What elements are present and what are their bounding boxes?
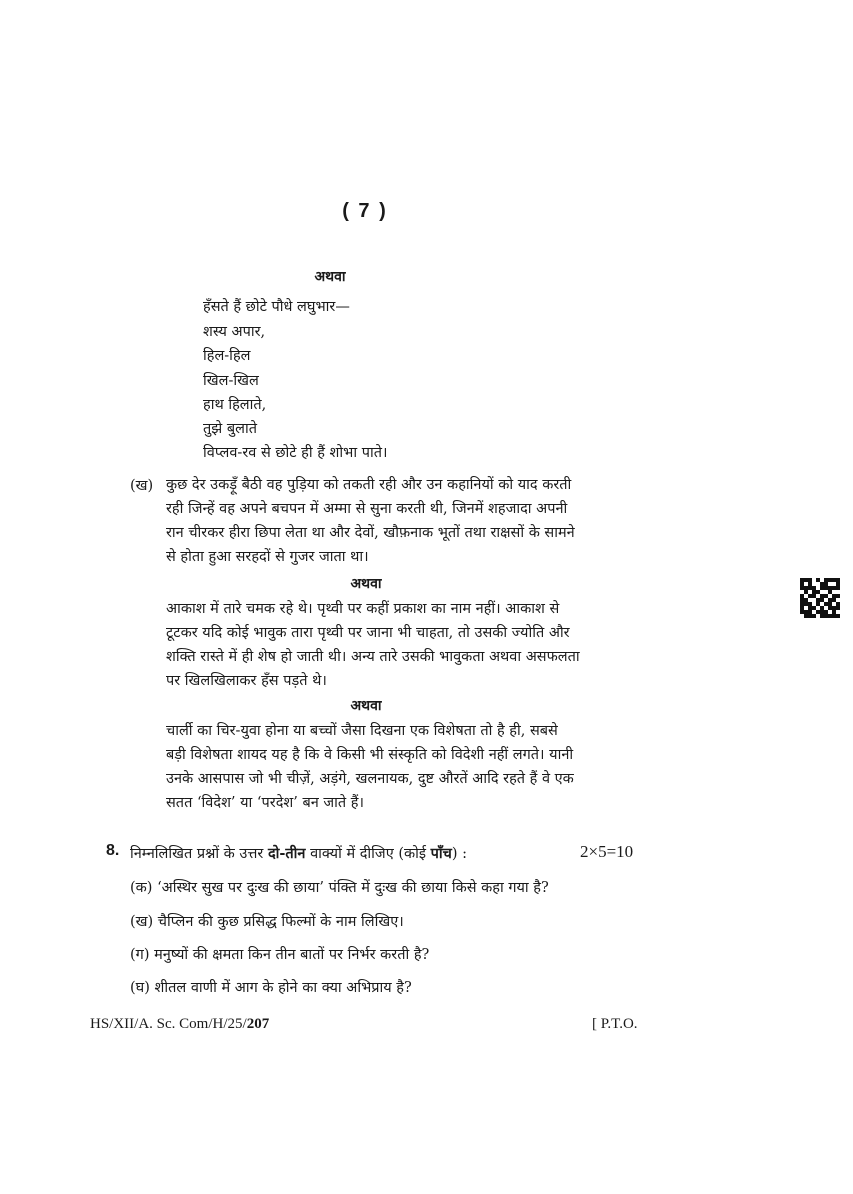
subquestion-ga: (ग) मनुष्यों की क्षमता किन तीन बातों पर निर्भर करती है? bbox=[130, 947, 430, 963]
poem-line: शस्य अपार, bbox=[203, 324, 266, 340]
kha-label: (ख) bbox=[130, 478, 154, 494]
passage-line: टूटकर यदि कोई भावुक तारा पृथ्वी पर जाना भी चाहता, तो उसकी ज्योति और bbox=[166, 625, 570, 641]
passage-line: रान चीरकर हीरा छिपा लेता था और देवों, खौफ़नाक भूतों तथा राक्षसों के सामने bbox=[166, 525, 575, 541]
subquestion-kha: (ख) चैप्लिन की कुछ प्रसिद्ध फिल्मों के नाम लिखिए। bbox=[130, 914, 404, 930]
alt1-athva-heading: अथवा bbox=[350, 576, 382, 592]
poem-athva-heading: अथवा bbox=[314, 269, 346, 285]
alt1-passage bbox=[166, 597, 604, 693]
poem-line: विप्लव-रव से छोटे ही हैं शोभा पाते। bbox=[203, 445, 388, 461]
alt2-athva-heading: अथवा bbox=[350, 698, 382, 714]
passage-line: बड़ी विशेषता शायद यह है कि वे किसी भी संस्कृति को विदेशी नहीं लगते। यानी bbox=[166, 747, 574, 763]
passage-line: चार्ली का चिर-युवा होना या बच्चों जैसा दिखना एक विशेषता तो है ही, सबसे bbox=[166, 723, 558, 739]
passage-line: शक्ति रास्ते में ही शेष हो जाती थी। अन्य तारे उसकी भावुकता अथवा असफलता bbox=[166, 649, 580, 665]
question-8-number: 8. bbox=[106, 842, 120, 859]
passage-line: सतत ‘विदेश’ या ‘परदेश’ बन जाते हैं। bbox=[166, 795, 364, 811]
passage-line: उनके आसपास जो भी चीज़ें, अड़ंगे, खलनायक, दुष्ट औरतें आदि रहते हैं वे एक bbox=[166, 771, 574, 787]
poem-line: खिल-खिल bbox=[203, 373, 259, 389]
kha-passage bbox=[166, 473, 604, 569]
page-number: ( 7 ) bbox=[342, 200, 388, 222]
question-8-marks: 2×5=10 bbox=[580, 842, 634, 861]
passage-line: कुछ देर उकड़ूँ बैठी वह पुड़िया को तकती रही और उन कहानियों को याद करती bbox=[166, 477, 572, 493]
passage-line: से होता हुआ सरहदों से गुजर जाता था। bbox=[166, 549, 369, 565]
poem-line: हँसते हैं छोटे पौधे लघुभार— bbox=[203, 299, 350, 315]
paper-code: HS/XII/A. Sc. Com/H/25/207 bbox=[90, 1016, 270, 1032]
alt2-passage bbox=[166, 719, 604, 815]
subquestion-ka: (क) ‘अस्थिर सुख पर दुःख की छाया’ पंक्ति में दुःख की छाया किसे कहा गया है? bbox=[130, 880, 549, 896]
poem-line: हिल-हिल bbox=[203, 348, 251, 364]
subquestion-gha: (घ) शीतल वाणी में आग के होने का क्या अभिप्राय है? bbox=[130, 980, 412, 996]
passage-line: आकाश में तारे चमक रहे थे। पृथ्वी पर कहीं प्रकाश का नाम नहीं। आकाश से bbox=[166, 601, 560, 617]
question-8-text: निम्नलिखित प्रश्नों के उत्तर दो-तीन वाक्यों में दीजिए (कोई पाँच) : bbox=[130, 845, 467, 862]
passage-line: रही जिन्हें वह अपने बचपन में अम्मा से सुना करती थी, जिनमें शहजादा अपनी bbox=[166, 501, 568, 517]
passage-line: पर खिलखिलाकर हँस पड़ते थे। bbox=[166, 673, 327, 689]
qr-code-icon bbox=[800, 578, 840, 618]
poem-line: तुझे बुलाते bbox=[203, 421, 257, 437]
pto-label: [ P.T.O. bbox=[592, 1016, 638, 1032]
poem-line: हाथ हिलाते, bbox=[203, 397, 267, 413]
